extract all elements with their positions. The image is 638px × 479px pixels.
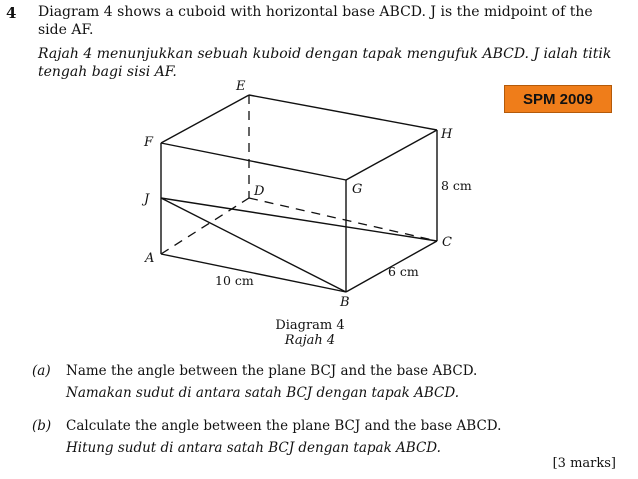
vertex-label-C: C bbox=[442, 235, 452, 250]
question-text-ms-line1: Rajah 4 menunjukkan sebuah kuboid dengan tapak mengufuk ABCD. J ialah titik bbox=[38, 46, 612, 62]
dimension-width: 6 cm bbox=[388, 264, 419, 279]
part-a-text-ms: Namakan sudut di antara satah BCJ dengan tapak ABCD. bbox=[66, 385, 460, 401]
part-a-text-en: Name the angle between the plane BCJ and the base ABCD. bbox=[66, 363, 478, 379]
hidden-edge-AD bbox=[161, 198, 249, 254]
question-number: 4 bbox=[6, 4, 17, 22]
vertex-label-E: E bbox=[236, 79, 246, 94]
vertex-label-D: D bbox=[254, 184, 265, 199]
part-b-label: (b) bbox=[32, 418, 52, 434]
vertex-label-H: H bbox=[441, 127, 453, 142]
edge-EF bbox=[161, 95, 249, 143]
part-a-label: (a) bbox=[32, 363, 51, 379]
dimension-height: 8 cm bbox=[441, 178, 472, 193]
vertex-label-J: J bbox=[144, 192, 150, 207]
vertex-label-A: A bbox=[145, 251, 155, 266]
vertex-label-G: G bbox=[352, 182, 363, 197]
exam-year-badge: SPM 2009 bbox=[504, 85, 612, 113]
part-b-text-en: Calculate the angle between the plane BCJ and the base ABCD. bbox=[66, 418, 502, 434]
part-b-text-ms: Hitung sudut di antara satah BCJ dengan tapak ABCD. bbox=[66, 440, 441, 456]
question-text-ms-line2: tengah bagi sisi AF. bbox=[38, 64, 177, 80]
diagram-caption-en: Diagram 4 bbox=[275, 318, 345, 333]
edge-GH bbox=[346, 130, 437, 180]
vertex-label-F: F bbox=[144, 135, 154, 150]
marks-allocation: [3 marks] bbox=[552, 456, 616, 471]
hidden-edge-DC bbox=[249, 198, 437, 241]
edge-FG bbox=[161, 143, 346, 180]
dimension-length: 10 cm bbox=[215, 273, 254, 288]
question-text-en-line1: Diagram 4 shows a cuboid with horizontal base ABCD. J is the midpoint of the bbox=[38, 4, 593, 20]
vertex-label-B: B bbox=[340, 295, 350, 310]
question-text-en-line2: side AF. bbox=[38, 22, 94, 38]
diagram-caption-ms: Rajah 4 bbox=[284, 333, 336, 348]
edge-EH bbox=[249, 95, 437, 130]
